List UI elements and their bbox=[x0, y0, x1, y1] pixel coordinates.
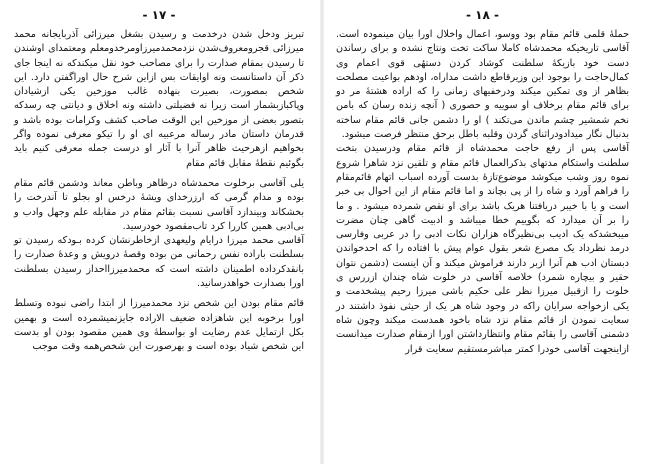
paragraph: حملهٔ قلمی قائم مقام بود ووسو، اعمال واخلال اورا بیان مینموده است. آقاسی تاریخیکه محمدشاه کاملا ساکت تخت ونتاج نشده و برای رساندن دست خود بازیکهٔ سلطنت کوشاد کردن دستهٔی قوی اعمام وی کمال‌حاجت را بوجود این وزیرقاطع داشت مداراه، اودهم بواعیت مصلحت بظاهر از وی تمکین میکند ودرخفیهای زمانی را که اراده‌ هشتهٔ مر دو برای قائم مقام برخلاف او سوییه و حصوری ( آنچه زنده رسان که بامن نخم شمشیر چشم ماندن می‌تکند ) او را دشمن جانی قائم مقام ساخته بدنبال نگار میدادودراثنای گردن وقلبه باطل برحق منتظر فرصت میشود. bbox=[336, 29, 629, 141]
right-page bbox=[322, 0, 645, 464]
page-number: - ۱۸ - bbox=[466, 8, 499, 22]
paragraph: تبریز ودخل شدن درخدمت و رسیدن بشغل میرزائی آذربایجانه محمد میرزائی قجرومعروف‌شدن نزدمحمدمیرزاومرخدومعلم ومعتمدای اوشندن تا رسیدن بمقام صدارت را برای مصاحب خود نقل میکندکه نه اینجا جای ذکر آن داستانست ونه اوایقات بس ازاین شرح حال اوراگفتن دارد. این شخص بمصورت، بصیرت بنهاده غالب موزخین یکی ازشیادان وپاکبازبشمار است زیرا نه فضیلتی داشته ونه اخلاق و دیانتی چه رسدکه بتصور بعضی از موزخین این الوقت صاحب کشف وکرامات بوده باشد و قدرمان داستان مادر رساله مرعبیه ای او را تیکو معرفی نموده واگر بخواهیم ازهرحیث ظاهر آنرا با آثار او درست جمله معرفی کنیم باید بگوئیم نقطهٔ مقابل قائم مقام bbox=[14, 29, 304, 169]
paragraph: یلی آقاسی برخلوت محمدشاه درظاهر وباطن معاند ودشمن قائم مقام بوده و مدام گرمی که ارزرخدای ویشهٔ درخس او بجلو تا آندرخت را بخشکاند وبیندازد آقاسی نسبت بقائم مقام در مقابله علم وجهل وادب و بی‌ادبی همین کاررا کرد تاب‌مقصود خودرسید. bbox=[14, 177, 304, 232]
paragraph: آقاسی پس از رفع حاجت محمدشاه از قائم مقام ودرسیدن بتخت سلطنت واستکام مدتهای بذکرالعمال قائم مقام و تلقین نزد شاهرا شروع نموه روز وشب میکوشد موضوع‌تازهٔ بدست آورده اسباب اتهام قائم‌مقام را فراهم آورد و شاه را از پی بچاند و اما قائم مقام از این احوال بی خبر است و یا با خیبر دریافتنا هریک باشد برای او نقص شمرده میشود . و ما را بر آن میدارد که بگوییم خطا میباشد و ادبیت گاهی چنان مضرت میبخشدکه یک ادیب بی‌نظیرگاه هزاران نکات ادبی را در عربی وفارسی درمد نظرداد یک مصرع شعر بقول عوام پیش با افتاده را که احدخواندن دبستان ادب هم آنرا ازبر دارند فراموش میکند و آن اینست (دشمن نتوان حقیر و بیچاره شمرد) خلاصه آقاسی در خلوت شاه چندان ازررس ی خلوت را ازقبیل میرزا نظر علی حکیم باشی میرزا رحیم پیشخدمت و یکی ازخواجه سرایان راکه در وجود شاه هر یک از حیثی نفوذ داشتند در سعایت نمودن از قائم مقام نزد شاه باخود همدست میکند وچون شاه دشمنی آقاسی را بقائم مقام وانتظارداشتن اورا ازمقام صدارت میدانست ازاینجهت آقاسی خودرا کمتر مباشرمستقیم سعایت قرار bbox=[336, 143, 629, 355]
paragraph: قائم مقام بودن این شخص نزد محمدمیرزا از ابتدا راضی نبوده وتسلط اورا برخوبه این شاهزاده ضعیف الاراده جایزنمیشمرده است و بهمین بکل ازتمایل عدم رضایت او بواسطهٔ وی همین مقصود بودن او بدست این شخص شیاد بوده است و بهرصورت این شخص‌همه وقت موجب bbox=[14, 298, 304, 353]
left-page bbox=[0, 0, 322, 464]
paragraph: آقاسی محمد میرزا درایام ولیعهدی ازخاطرنشان کرده بـودکه رسیدن تو بسلطنت باراده نفس رحمانی من بوده وقصهٔ درویش و وعدهٔ صدارت را بانقدکرداده اطمینان داشته است که محمدمیرزااحداز رسیدن بسلطنت اورا بصدارت خواهدرسانید. bbox=[14, 235, 304, 290]
page-number: - ۱۷ - bbox=[142, 8, 176, 22]
